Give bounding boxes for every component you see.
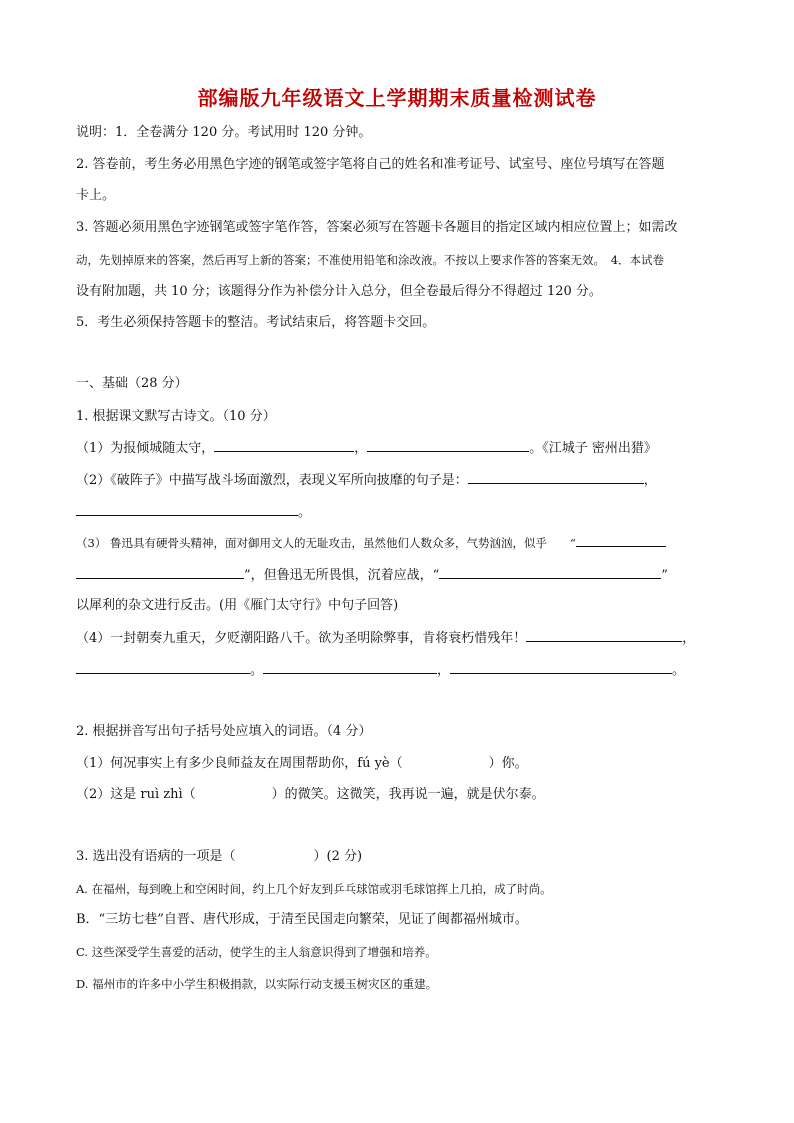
section-heading: 一、基础（28 分） [76, 376, 188, 391]
instruction-2-cont: 卡上。 [76, 188, 116, 203]
answer-blank[interactable] [439, 566, 661, 579]
instruction-2: 2. 答卷前，考生务必用黑色字迹的钢笔或签字笔将自己的姓名和准考证号、试室号、座位号填写在答题 [76, 157, 665, 172]
answer-blank[interactable] [263, 661, 437, 674]
instruction-3: 3. 答题必须用黑色字迹钢笔或签字笔作答，答案必须写在答题卡各题目的指定区域内相应位置上；如需改 [76, 220, 678, 235]
answer-blank[interactable] [450, 661, 672, 674]
instruction-5: 5．考生必须保持答题卡的整洁。考试结束后，将答题卡交回。 [76, 315, 436, 330]
q1-part2-cont: 。 [76, 503, 311, 522]
q3-option-c: C. 这些深受学生喜爱的活动，使学生的主人翁意识得到了增强和培养。 [76, 945, 437, 959]
answer-blank[interactable] [76, 503, 298, 516]
q1-part3-cont: ”，但鲁迅无所畏惧，沉着应战，“ ” [76, 566, 668, 585]
q2-part1: （1）何况事实上有多少良师益友在周围帮助你，fú yè（ ）你。 [76, 756, 528, 771]
answer-blank[interactable] [214, 439, 354, 452]
q1-part1: （1）为报倾城随太守， ， 。《江城子 密州出猎》 [76, 441, 657, 456]
q2-part2: （2）这是 ruì zhì（ ）的微笑。这微笑，我再说一遍，就是伏尔泰。 [76, 787, 545, 802]
q3-option-d: D. 福州市的许多中小学生积极捐款，以实际行动支援玉树灾区的重建。 [76, 977, 438, 991]
answer-blank[interactable] [76, 566, 244, 579]
instruction-3-cont: 动，先划掉原来的答案，然后再写上新的答案；不准使用铅笔和涂改液。不按以上要求作答的答案无效。 4．本试卷 [76, 253, 665, 267]
q1-part4-cont: 。 ， 。 [76, 661, 685, 680]
q1-stem: 1. 根据课文默写古诗文。（10 分） [76, 409, 276, 424]
q2-stem: 2. 根据拼音写出句子括号处应填入的词语。（4 分） [76, 724, 372, 739]
q3-option-a: A. 在福州，每到晚上和空闲时间，约上几个好友到乒乓球馆或羽毛球馆挥上几拍，成了时尚。 [76, 882, 552, 896]
answer-blank[interactable] [468, 471, 644, 484]
instruction-4: 设有附加题，共 10 分；该题得分作为补偿分计入总分，但全卷最后得分不得超过 120 分。 [76, 284, 602, 299]
exam-title: 部编版九年级语文上学期期末质量检测试卷 [197, 86, 597, 110]
q3-stem: 3. 选出没有语病的一项是（ ）(2 分) [76, 849, 363, 864]
q1-part2: （2）《破阵子》中描写战斗场面激烈，表现义军所向披靡的句子是： ， [76, 473, 657, 488]
q1-part3-note: 以犀利的杂文进行反击。(用《雁门太守行》中句子回答) [76, 598, 399, 613]
answer-blank[interactable] [576, 534, 666, 547]
answer-blank[interactable] [76, 661, 250, 674]
q3-option-b: B．“三坊七巷”自晋、唐代形成，于清至民国走向繁荣，见证了闽都福州城市。 [76, 912, 528, 927]
answer-blank[interactable] [367, 439, 529, 452]
instruction-1: 说明：1．全卷满分 120 分。考试用时 120 分钟。 [76, 125, 372, 140]
q1-part4: （4）一封朝奏九重天，夕贬潮阳路八千。欲为圣明除弊事，肯将衰朽惜残年！ ， [76, 631, 696, 646]
answer-blank[interactable] [526, 629, 682, 642]
q1-part3: （3） 鲁迅具有硬骨头精神，面对御用文人的无耻攻击，虽然他们人数众多，气势汹汹，似乎 “ [76, 534, 666, 552]
